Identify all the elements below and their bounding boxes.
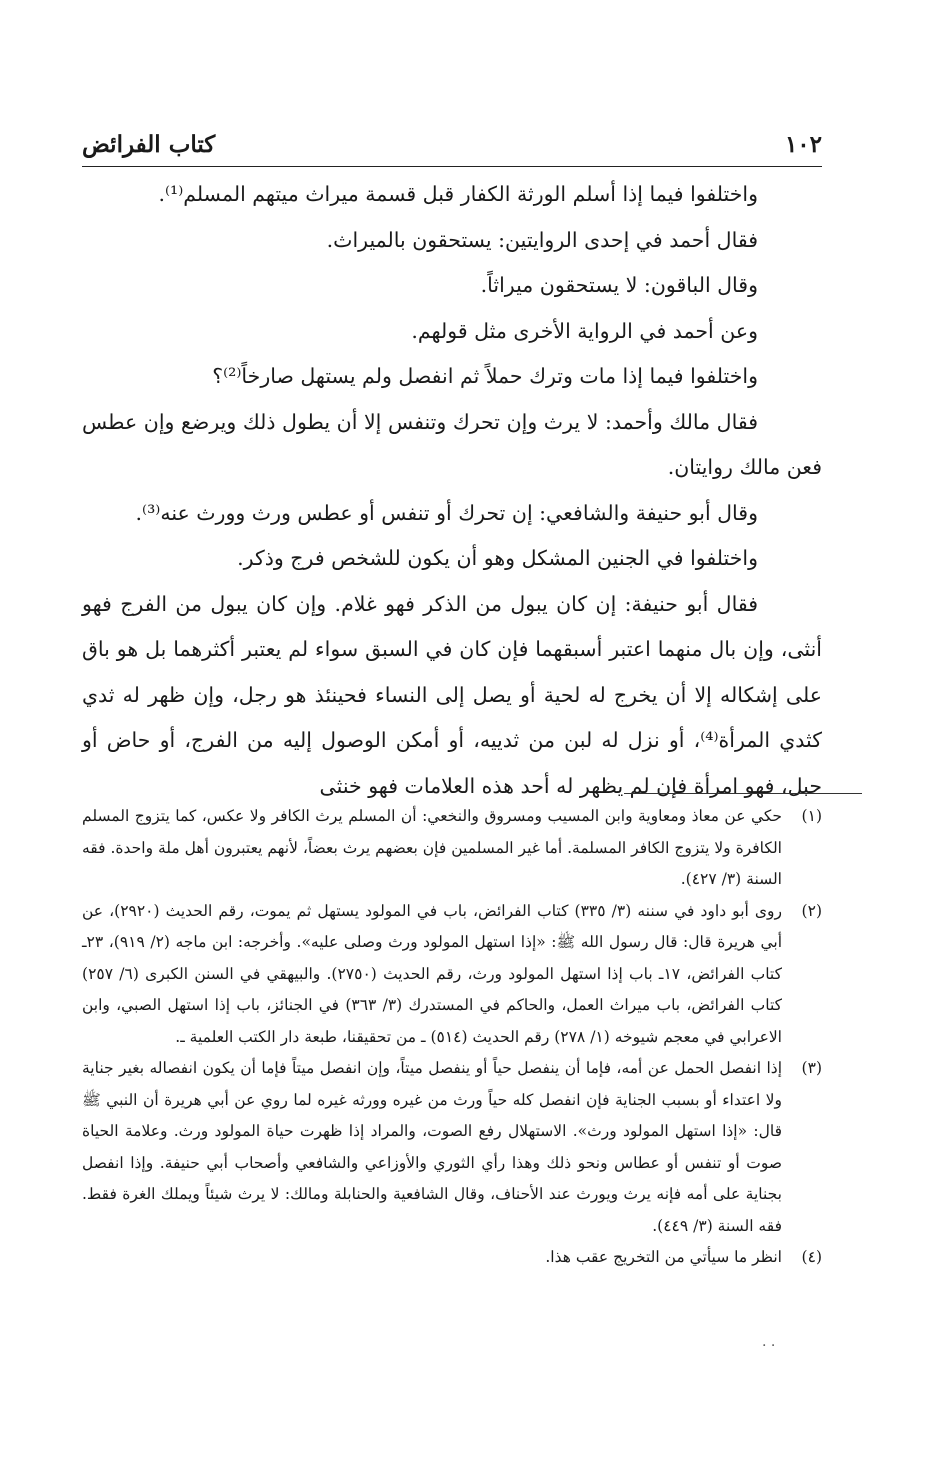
footnote-number: (١) [801,807,822,825]
footnotes [82,801,822,1274]
paragraph: واختلفوا في الجنين المشكل وهو أن يكون للشخص فرج وذكر. [237,546,758,570]
footnote-item [82,896,822,1054]
footnote-item [82,1242,822,1274]
running-header [82,126,822,162]
header-divider [82,166,822,167]
paragraph: وعن أحمد في الرواية الأخرى مثل قولهم. [411,318,758,343]
main-text [82,172,822,809]
footnote-item [82,801,822,896]
page-number: ١٠٢ [784,130,822,158]
footnote-number: (٤) [801,1248,822,1266]
footnote-text: روى أبو داود في سننه (٣/ ٣٣٥) كتاب الفرائض، باب في المولود يستهل ثم يموت، رقم الحديث (٢٩٢٠)، عن أبي هريرة قال: قال رسول الله ﷺ: «إذا استهل المولود ورث وصلى عليه». وأخرجه: ابن ماجه (٢/ ٩١٩)، ٢٣ـ كتاب الفرائض، ١٧ـ باب إذا استهل المولود ورث، رقم الحديث (٢٧٥٠). والبيهقي في السنن الكبرى (٦/ ٢٥٧) كتاب الفرائض، باب ميراث العمل، والحاكم في المستدرك (٣/ ٣٦٣) في الجنائز، باب إذا استهل الصبي، وابن الاعرابي في معجم شيوخه (١/ ٢٧٨) رقم الحديث (٥١٤) ـ من تحقيقنا، طبعة دار الكتب العلمية ـ. [82,901,783,1046]
footnote-text: إذا انفصل الحمل عن أمه، فإما أن ينفصل حياً أو ينفصل ميتاً، وإن انفصل ميتاً فإما أن يكون انفصاله بغير جناية ولا اعتداء أو بسبب الجناية فإن انفصل كله حياً ورث من غيره وورثه غيره لما روي عن أبي هريرة أن النبي ﷺ قال: «إذا استهل المولود ورث». الاستهلال رفع الصوت، والمراد إذا ظهرت حياة المولود ورث. وعلامة الحياة صوت أو تنفس أو عطاس ونحو ذلك وهذا رأي الثوري والأوزاعي والشافعي وأصحاب أبي حنيفة. وإذا انفصل بجناية على أمه فإنه يرث ويورث عند الأحناف، وقال الشافعية والحنابلة ومالك: لا يرث شيئاً ويملك الغرة فقط. فقه السنة (٣/ ٤٤٩). [82,1059,783,1235]
paragraph: واختلفوا فيما إذا أسلم الورثة الكفار قبل قسمة ميراث ميتهم المسلم⁽¹⁾. [158,182,758,206]
footnote-number: (٣) [801,1059,822,1077]
paragraph: فقال أحمد في إحدى الروايتين: يستحقون بالميراث. [326,227,758,252]
paragraph: فقال مالك وأحمد: لا يرث وإن تحرك وتنفس إلا أن يطول ذلك ويرضع وإن عطس فعن مالك روايتان. [82,409,822,479]
paragraph: وقال الباقون: لا يستحقون ميراثاً. [480,273,758,297]
paragraph: واختلفوا فيما إذا مات وترك حملاً ثم انفصل ولم يستهل صارخاً⁽²⁾؟ [212,364,758,388]
paragraph: فقال أبو حنيفة: إن كان يبول من الذكر فهو غلام. وإن كان يبول من الفرج فهو أنثى، وإن بال منهما اعتبر أسبقهما فإن كان في السبق سواء لم يعتبر أكثرهما بل هو باق على إشكاله إلا أن يخرج له لحية أو يصل إلى النساء فحينئذ هو رجل، وإن ظهر له ثدي كثدي المرأة⁽⁴⁾، أو نزل له لبن من ثدييه، أو أمكن الوصول إليه من الفرج، أو حاض أو حبل، فهو امرأة فإن لم يظهر له أحد هذه العلامات فهو خنثى [82,591,823,798]
footnote-text: انظر ما سيأتي من التخريج عقب هذا. [545,1248,782,1266]
book-title: كتاب الفرائض [82,130,216,158]
footnote-item [82,1053,822,1242]
footnote-number: (٢) [801,901,822,920]
footnote-text: حكي عن معاذ ومعاوية وابن المسيب ومسروق والنخعي: أن المسلم يرث الكافر ولا عكس، كما يتزوج المسلم الكافرة ولا يتزوج الكافر المسلمة. أما غير المسلمين فإن بعضهم يرث بعضاً، لأنهم يعتبرون أهل ملة واحدة. فقه السنة (٣/ ٤٢٧). [82,807,782,888]
footnote-divider [624,793,862,794]
stray-marks: . . [762,1334,776,1350]
paragraph: وقال أبو حنيفة والشافعي: إن تحرك أو تنفس أو عطس ورث وورث عنه⁽³⁾. [135,500,758,525]
